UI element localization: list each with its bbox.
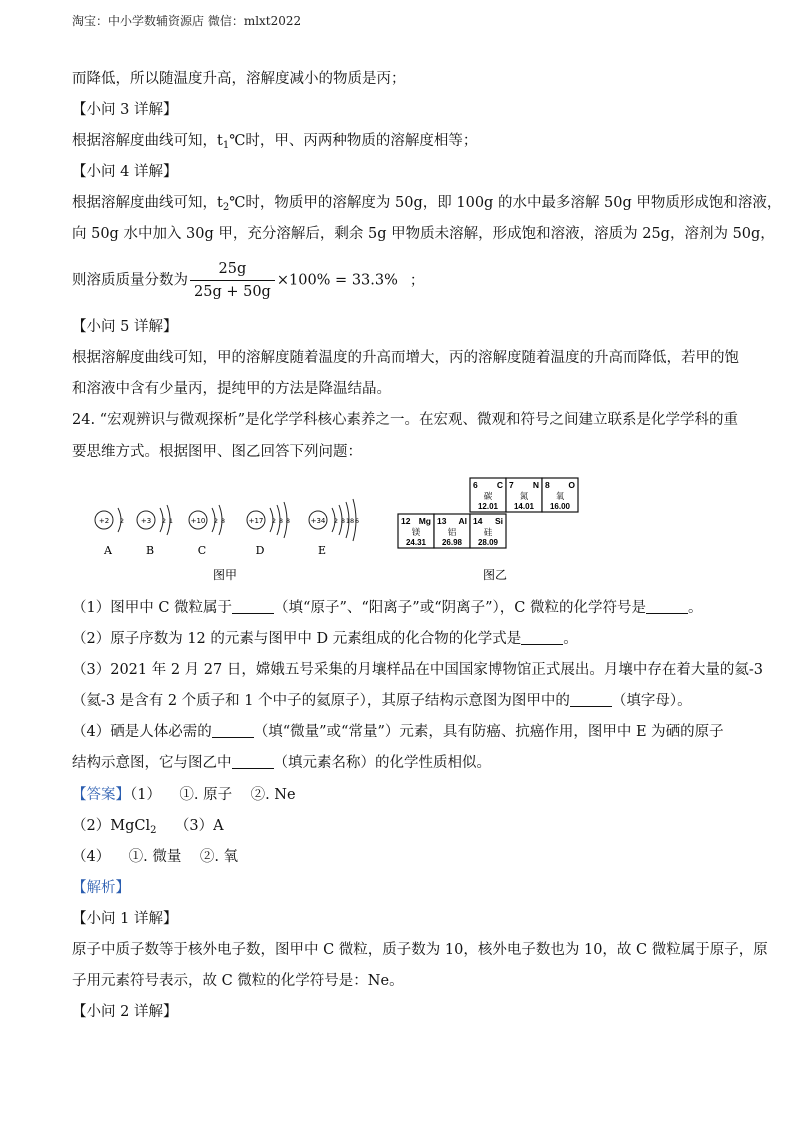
element-name: 硅 [483, 528, 493, 538]
atomic-mass: 16.00 [549, 502, 571, 511]
shell-electron-count: 8 [278, 517, 284, 525]
nucleus-charge: +34 [310, 517, 326, 525]
atom-letter: D [255, 544, 265, 557]
shell-electron-count: 2 [271, 517, 277, 525]
atomic-number: 8 [545, 480, 550, 490]
element-symbol: Mg [418, 516, 431, 526]
answer-blank[interactable] [521, 632, 563, 645]
figure-periodic-table [395, 474, 595, 584]
paragraph: 原子中质子数等于核外电子数，图甲中 C 微粒，质子数为 10，核外电子数也为 10，故 C 微粒属于原子，原 [72, 942, 768, 958]
figure-caption: 图甲 [213, 568, 238, 582]
element-symbol: Al [458, 516, 467, 526]
figure-caption: 图乙 [483, 568, 508, 582]
question-24-2: （2）原子序数为 12 的元素与图甲中 D 元素组成的化合物的化学式是 。 [72, 631, 578, 647]
analysis-label: 【解析】 [72, 880, 130, 896]
page-header: 淘宝：中小学数辅资源店 微信：mlxt2022 [72, 14, 302, 28]
figure-atom-structures [88, 482, 388, 582]
question-24-3: （3）2021 年 2 月 27 日，嫦娥五号采集的月壤样品在中国国家博物馆正式展出。月壤中存在着大量的氦-3 [72, 662, 763, 678]
element-symbol: O [568, 480, 575, 490]
fraction: $\frac{25g}{25g + 50g}$ [190, 259, 275, 302]
shell-electron-count: 6 [354, 517, 360, 525]
shell-electron-count: 8 [340, 517, 346, 525]
atom-diagram-D [247, 502, 290, 557]
atom-letter: B [145, 544, 155, 557]
element-symbol: N [532, 480, 539, 490]
element-cell-O [542, 478, 578, 512]
shell-electron-count: 2 [213, 517, 219, 525]
formula-line: 则溶质质量分数为 $\frac{25g}{25g + 50g}$ ×100% = 33.3% ； [72, 261, 425, 300]
paragraph: 根据溶解度曲线可知，$t_2℃$时，物质甲的溶解度为 50g，即 100g 的水中最多溶解 50g 甲物质形成饱和溶液， [72, 195, 782, 213]
atom-letter: E [317, 544, 327, 557]
question-24-1: （1）图甲中 C 微粒属于 （填“原子”、“阳离子”或“阴离子”），C 微粒的化学符号是 。 [72, 600, 703, 616]
answer-blank[interactable] [212, 725, 254, 738]
atom-letter: A [104, 544, 112, 557]
nucleus-charge: +2 [98, 517, 110, 525]
atom-diagram-E [309, 499, 359, 557]
atomic-number: 12 [401, 516, 411, 526]
paragraph: 根据溶解度曲线可知，$t_1℃$时，甲、丙两种物质的溶解度相等； [72, 133, 478, 151]
atomic-mass: 24.31 [405, 538, 427, 547]
section-title: 【小问 3 详解】 [72, 102, 178, 118]
shell-electron-count: 2 [161, 517, 167, 525]
nucleus-charge: +10 [190, 517, 206, 525]
atomic-number: 7 [509, 480, 514, 490]
shell-electron-count: 1 [168, 517, 174, 525]
atomic-number: 14 [473, 516, 483, 526]
answer-label: 【答案】 [72, 787, 130, 803]
answer-line: 【答案】（1） ①. 原子 ②. Ne [72, 787, 296, 803]
element-cell-Si [470, 514, 506, 548]
element-name: 碳 [483, 492, 493, 502]
section-title: 【小问 4 详解】 [72, 164, 178, 180]
paragraph: 根据溶解度曲线可知，甲的溶解度随着温度的升高而增大，丙的溶解度随着温度的升高而降低，若甲的饱 [72, 350, 739, 366]
answer-line: （4） ①. 微量 ②. 氧 [72, 849, 239, 865]
question-24: 要思维方式。根据图甲、图乙回答下列问题： [72, 444, 362, 460]
answer-line: （2）MgCl$_2$ （3）A [72, 818, 224, 836]
question-24-4: （4）硒是人体必需的 （填“微量”或“常量”）元素，具有防癌、抗癌作用，图甲中 E 为硒的原子 [72, 724, 724, 740]
atomic-number: 6 [473, 480, 478, 490]
element-name: 氧 [555, 492, 565, 502]
element-cell-N [506, 478, 542, 512]
shell-electron-count: 8 [220, 517, 226, 525]
atomic-mass: 12.01 [477, 502, 499, 511]
element-name: 镁 [411, 528, 421, 538]
question-24: 24. “宏观辨识与微观探析”是化学学科核心素养之一。在宏观、微观和符号之间建立联系是化学学科的重 [72, 412, 738, 428]
atomic-mass: 26.98 [441, 538, 463, 547]
question-24-3: （氦-3 是含有 2 个质子和 1 个中子的氦原子），其原子结构示意图为图甲中的 （填字母）。 [72, 693, 692, 709]
shell-electron-count: 2 [333, 517, 339, 525]
element-symbol: Si [494, 516, 503, 526]
atomic-mass: 14.01 [513, 502, 535, 511]
atom-letter: C [197, 544, 207, 557]
paragraph: 和溶液中含有少量丙，提纯甲的方法是降温结晶。 [72, 381, 391, 397]
section-title: 【小问 2 详解】 [72, 1004, 178, 1020]
atom-diagram-A [95, 508, 124, 557]
paragraph: 子用元素符号表示，故 C 微粒的化学符号是：Ne。 [72, 973, 404, 989]
element-cell-C [470, 478, 506, 512]
atomic-number: 13 [437, 516, 447, 526]
answer-blank[interactable] [646, 601, 688, 614]
element-cell-Al [434, 514, 470, 548]
nucleus-charge: +17 [248, 517, 264, 525]
answer-blank[interactable] [570, 694, 612, 707]
question-24-4: 结构示意图，它与图乙中 （填元素名称）的化学性质相似。 [72, 755, 491, 771]
paragraph: 向 50g 水中加入 30g 甲，充分溶解后，剩余 5g 甲物质未溶解，形成饱和溶液，溶质为 25g，溶剂为 50g， [72, 226, 775, 242]
shell-electron-count: 18 [345, 517, 355, 525]
element-name: 氮 [519, 492, 529, 502]
element-cell-Mg [398, 514, 434, 548]
shell-electron-count: 2 [119, 517, 125, 525]
shell-electron-count: 8 [285, 517, 291, 525]
paragraph: 而降低，所以随温度升高，溶解度减小的物质是丙； [72, 71, 406, 87]
atom-diagram-C [189, 505, 225, 557]
atom-diagram-B [137, 505, 173, 557]
section-title: 【小问 5 详解】 [72, 319, 178, 335]
nucleus-charge: +3 [140, 517, 152, 525]
element-symbol: C [496, 480, 503, 490]
answer-blank[interactable] [232, 756, 274, 769]
answer-blank[interactable] [232, 601, 274, 614]
atomic-mass: 28.09 [477, 538, 499, 547]
element-name: 铝 [447, 528, 457, 538]
section-title: 【小问 1 详解】 [72, 911, 178, 927]
